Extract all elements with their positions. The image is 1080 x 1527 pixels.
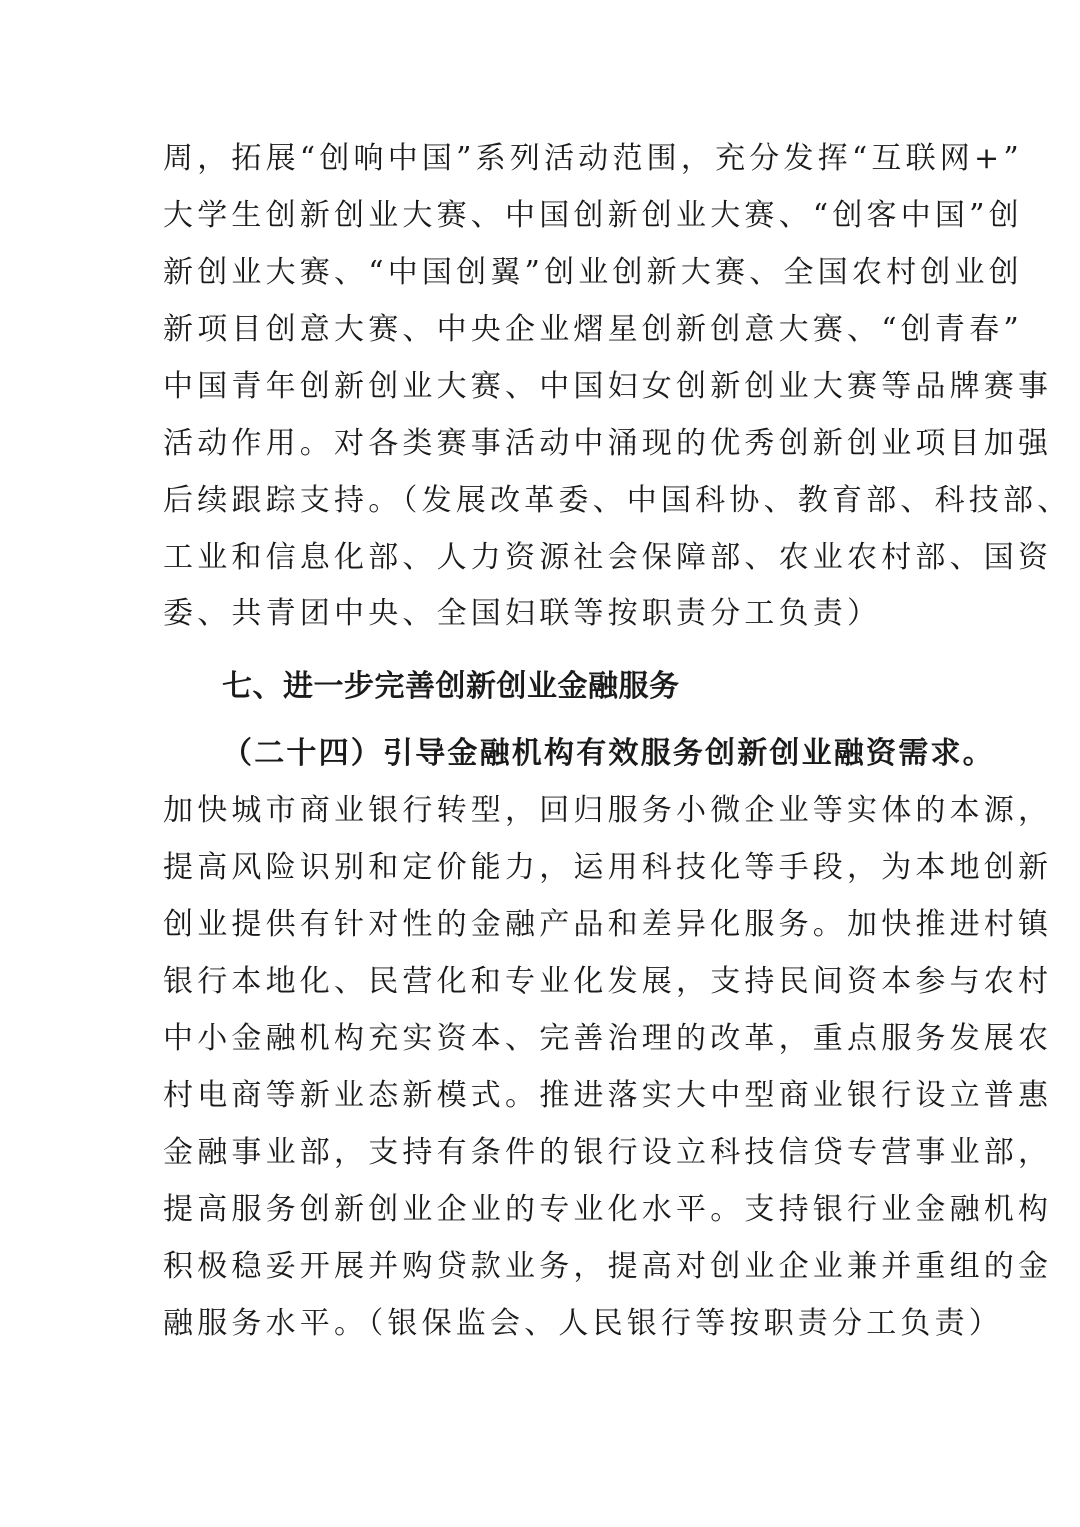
text-line: 村电商等新业态新模式。推进落实大中型商业银行设立普惠 [163, 1078, 1053, 1113]
text-line: 新创业大赛、“中国创翼”创业创新大赛、全国农村创业创 [163, 255, 1023, 290]
text-line: 银行本地化、民营化和专业化发展，支持民间资本参与农村 [163, 964, 1053, 999]
text-line: 后续跟踪支持。（发展改革委、中国科协、教育部、科技部、 [163, 483, 1072, 518]
text-line: 活动作用。对各类赛事活动中涌现的优秀创新创业项目加强 [163, 426, 1053, 461]
text-line: 提高服务创新创业企业的专业化水平。支持银行业金融机构 [163, 1192, 1053, 1227]
text-line: 委、共青团中央、全国妇联等按职责分工负责） [163, 596, 882, 631]
text-line: 大学生创新创业大赛、中国创新创业大赛、“创客中国”创 [163, 198, 1023, 233]
text-line: 加快城市商业银行转型，回归服务小微企业等实体的本源， [163, 793, 1053, 828]
text-line: 融服务水平。（银保监会、人民银行等按职责分工负责） [163, 1306, 1003, 1341]
section-heading: 七、进一步完善创新创业金融服务 [222, 669, 680, 704]
text-line: 中小金融机构充实资本、完善治理的改革，重点服务发展农 [163, 1021, 1053, 1056]
text-line: 创业提供有针对性的金融产品和差异化服务。加快推进村镇 [163, 907, 1053, 942]
text-line: 金融事业部，支持有条件的银行设立科技信贷专营事业部， [163, 1135, 1053, 1170]
text-line: 工业和信息化部、人力资源社会保障部、农业农村部、国资 [163, 540, 1053, 575]
text-line: 周，拓展“创响中国”系列活动范围，充分发挥“互联网+” [163, 141, 1023, 176]
text-line: 新项目创意大赛、中央企业熠星创新创意大赛、“创青春” [163, 312, 1023, 347]
subsection-heading: （二十四）引导金融机构有效服务创新创业融资需求。 [222, 736, 995, 771]
text-line: 积极稳妥开展并购贷款业务，提高对创业企业兼并重组的金 [163, 1249, 1053, 1284]
text-line: 提高风险识别和定价能力，运用科技化等手段，为本地创新 [163, 850, 1053, 885]
text-line: 中国青年创新创业大赛、中国妇女创新创业大赛等品牌赛事 [163, 369, 1053, 404]
